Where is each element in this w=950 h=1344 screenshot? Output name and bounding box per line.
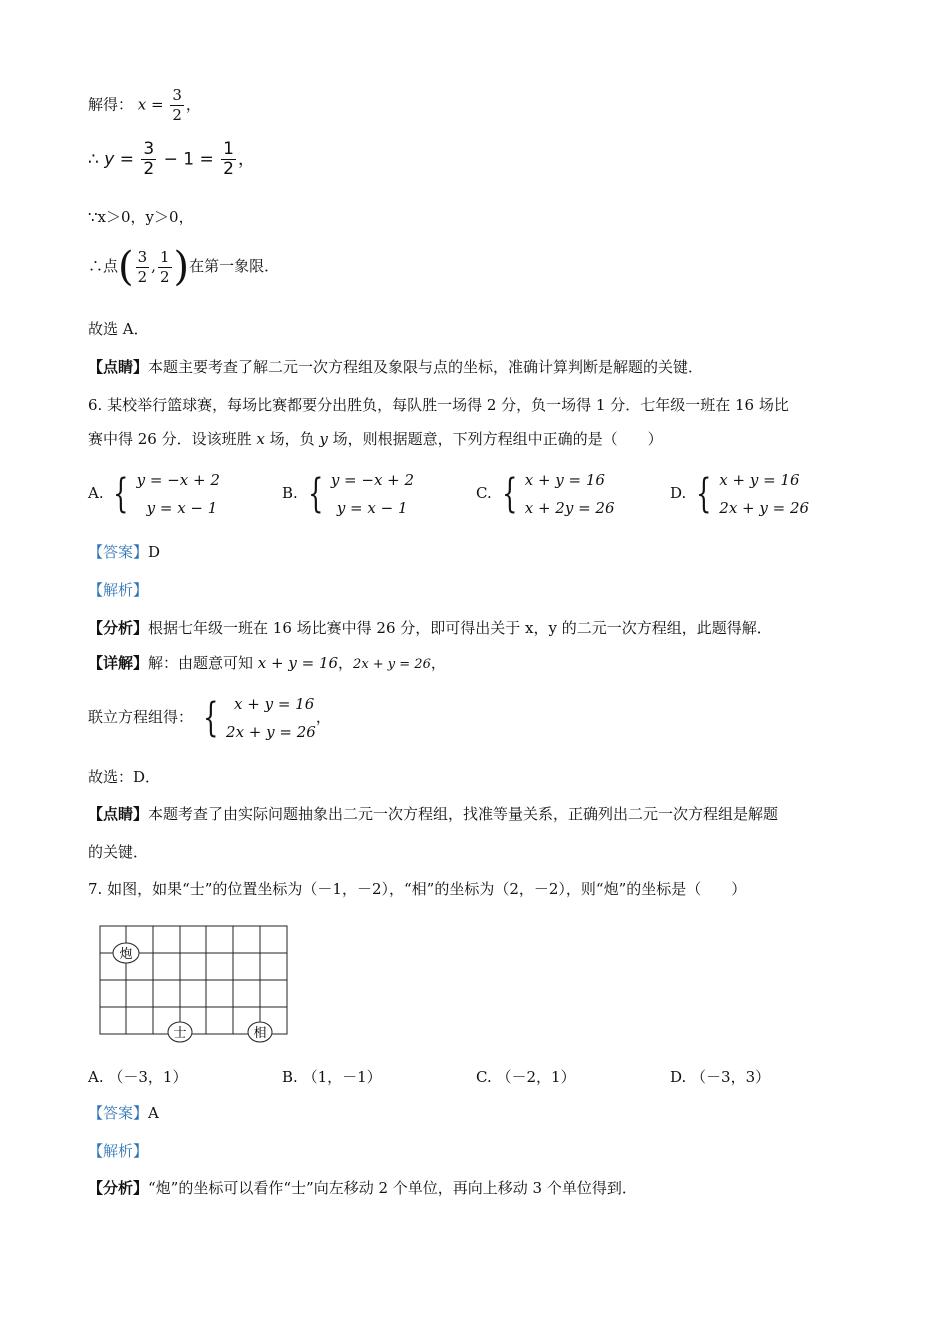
- answer-value: A: [148, 1104, 159, 1122]
- answer-tag: 【答案】: [88, 543, 149, 561]
- dianjing-line: [88, 356, 703, 378]
- q6-analysis-tag: 【解析】: [88, 581, 149, 599]
- option-label: C.: [476, 1068, 492, 1086]
- q6-option-a: [88, 466, 220, 522]
- xiangjie-tag: 【详解】: [88, 654, 149, 672]
- q6-fenxi: [88, 617, 772, 639]
- var-y: y: [319, 430, 328, 448]
- board-grid: [100, 926, 287, 1034]
- frac-num: 3: [143, 139, 155, 159]
- dianjing-tag: 【点睛】: [88, 805, 149, 823]
- solve-label: 解得：: [88, 95, 134, 114]
- therefore-symbol: ∴: [88, 149, 99, 170]
- q6-answer: [88, 541, 160, 563]
- equation: x + 2y = 26: [524, 499, 615, 517]
- equation: y = −x + 2: [330, 471, 415, 489]
- q6-stem-text: 场，则根据题意，下列方程组中正确的是（ ）: [327, 430, 663, 448]
- equation: x + y = 16: [234, 695, 315, 713]
- q7-fenxi: [88, 1177, 637, 1199]
- q6-stem-text: 场，负: [264, 430, 320, 448]
- brace: {: [501, 471, 517, 517]
- equals: =: [119, 149, 134, 170]
- minus-one: − 1 =: [163, 149, 214, 170]
- brace: {: [307, 471, 323, 517]
- equation: y = x − 1: [146, 499, 218, 517]
- frac-num: 1: [159, 247, 170, 266]
- answer-value: D: [148, 543, 161, 561]
- q6-dianjing-1: [88, 803, 778, 825]
- q7-stem: 7. 如图，如果“士”的位置坐标为（－1，－2），“相”的坐标为（2，－2），则“炮”的坐标是（ ）: [88, 880, 747, 898]
- q6-stem-2: [88, 428, 663, 450]
- therefore-y-line: [88, 140, 255, 179]
- fenxi-tag: 【分析】: [88, 1179, 149, 1197]
- frac-num: 1: [223, 139, 234, 159]
- frac-den: 2: [143, 159, 155, 179]
- brace: {: [113, 471, 129, 517]
- point-line: [88, 244, 280, 290]
- option-label: A.: [88, 484, 104, 502]
- left-paren: (: [118, 244, 134, 290]
- equation: x + y = 16: [524, 471, 605, 489]
- equation: 2x + y = 26: [353, 657, 431, 672]
- point-label: ∴点: [88, 257, 119, 275]
- fenxi-tag: 【分析】: [88, 619, 149, 637]
- equation: y = x − 1: [336, 499, 408, 517]
- q6-dianjing-2: 的关键．: [88, 843, 149, 861]
- option-value: （－3，1）: [108, 1068, 188, 1086]
- chessboard-figure: [96, 922, 292, 1046]
- option-label: A.: [88, 1068, 104, 1086]
- punct: ，: [237, 149, 255, 170]
- pao-piece: [113, 943, 139, 963]
- brace: {: [696, 471, 712, 517]
- frac-num: 3: [172, 86, 182, 104]
- xiangjie-text: 解：由题意可知: [148, 654, 258, 672]
- xiang-label: 相: [253, 1026, 267, 1041]
- fenxi-text: 根据七年级一班在 16 场比赛中得 26 分，即可得出关于 x，y 的二元一次方程组，此题得解．: [148, 619, 772, 637]
- equation: 2x + y = 26: [226, 723, 316, 741]
- option-label: B.: [282, 484, 298, 502]
- frac-den: 2: [172, 106, 182, 124]
- xiang-piece: [248, 1022, 272, 1042]
- equation-system: [719, 466, 809, 522]
- shi-piece: [168, 1022, 192, 1042]
- shi-label: 士: [173, 1026, 187, 1041]
- fraction: [170, 86, 184, 125]
- fraction: [158, 248, 172, 287]
- equation-system: [331, 466, 414, 522]
- dianjing-text: 本题考查了由实际问题抽象出二元一次方程组，找准等量关系，正确列出二元一次方程组是解题: [148, 805, 779, 823]
- right-paren: ): [173, 244, 190, 290]
- solve-lhs: x =: [137, 95, 164, 114]
- comma: ,: [151, 257, 156, 275]
- q7-option-c: [476, 1066, 576, 1088]
- option-label: B.: [282, 1068, 298, 1086]
- choose-a-line: 故选 A．: [88, 320, 149, 338]
- fraction: [136, 248, 150, 287]
- q6-stem-text: 赛中得 26 分．设该班胜: [88, 430, 257, 448]
- q7-option-d: [670, 1066, 770, 1088]
- option-label: D.: [670, 484, 687, 502]
- var-x: x: [256, 430, 265, 448]
- answer-tag: 【答案】: [88, 1104, 149, 1122]
- fenxi-text: “炮”的坐标可以看作“士”向左移动 2 个单位，再向上移动 3 个单位得到．: [148, 1179, 637, 1197]
- solve-line: [88, 86, 201, 125]
- equation: 2x + y = 26: [719, 499, 810, 517]
- q6-option-d: [670, 466, 809, 522]
- q6-xiangjie: [88, 652, 446, 676]
- q6-option-c: [476, 466, 615, 522]
- equation: x + y = 16: [719, 471, 800, 489]
- equation-system: [137, 466, 220, 522]
- equation-system: [525, 466, 615, 522]
- frac-den: 2: [137, 267, 148, 286]
- fraction: [141, 140, 156, 179]
- frac-den: 2: [159, 267, 170, 286]
- option-label: D.: [670, 1068, 687, 1086]
- frac-num: 3: [137, 247, 148, 266]
- pao-label: 炮: [119, 947, 133, 962]
- q7-option-a: [88, 1066, 187, 1088]
- fraction: [221, 140, 236, 179]
- punct: ，: [315, 708, 331, 726]
- option-value: （－3，3）: [691, 1068, 771, 1086]
- q6-lianli: [88, 690, 331, 746]
- var-y: y: [104, 149, 115, 170]
- quadrant-text: 在第一象限．: [189, 257, 280, 275]
- equation: x + y = 16: [257, 654, 339, 672]
- dianjing-tag: 【点睛】: [88, 358, 149, 376]
- q7-analysis-tag: 【解析】: [88, 1142, 149, 1160]
- option-label: C.: [476, 484, 492, 502]
- q6-guxuan: 故选：D．: [88, 768, 161, 786]
- q7-option-b: [282, 1066, 382, 1088]
- punct: ，: [430, 654, 446, 672]
- brace: {: [202, 695, 219, 741]
- option-value: （－2，1）: [496, 1068, 576, 1086]
- punct: ，: [338, 654, 354, 672]
- q6-option-b: [282, 466, 414, 522]
- frac-den: 2: [223, 159, 234, 179]
- equation: y = −x + 2: [136, 471, 220, 489]
- dianjing-text: 本题主要考查了解二元一次方程组及象限与点的坐标，准确计算判断是解题的关键．: [148, 358, 704, 376]
- punct: ，: [185, 95, 201, 114]
- lianli-text: 联立方程组得：: [88, 708, 194, 726]
- option-value: （1，－1）: [302, 1068, 382, 1086]
- equation-system: [226, 690, 316, 746]
- q6-stem-1: 6. 某校举行篮球赛，每场比赛都要分出胜负，每队胜一场得 2 分，负一场得 1 分．七年级一班在 16 场比: [88, 396, 789, 414]
- q7-answer: [88, 1102, 159, 1124]
- because-line: ∵x＞0，y＞0，: [88, 208, 194, 226]
